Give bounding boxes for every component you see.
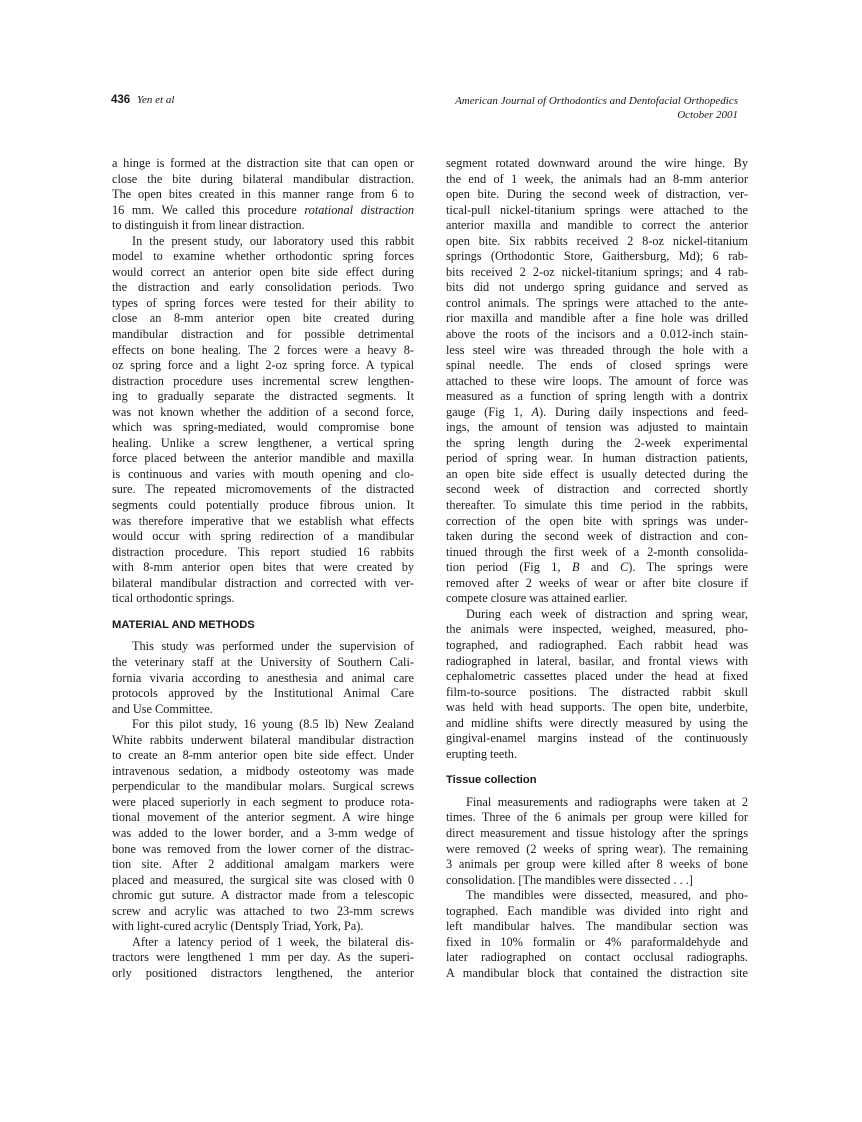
- text-line: A mandibular block that contained the distraction site: [446, 965, 748, 980]
- text-line: types of spring forces were tested for their ability to: [112, 295, 414, 310]
- text-line: placed and measured, the surgical site was closed with 0: [112, 872, 414, 887]
- text-line: segment rotated downward around the wire hinge. By: [446, 156, 748, 170]
- text-line: healing. Unlike a screw lengthener, a vertical spring: [112, 435, 414, 450]
- text-line: was not known whether the addition of a second force,: [112, 404, 414, 419]
- text-line: times. Three of the 6 animals per group were killed for: [446, 810, 748, 825]
- text-line: After a latency period of 1 week, the bilateral dis-: [132, 934, 414, 949]
- text-line: which was spring-mediated, would compromise bone: [112, 420, 414, 435]
- text-line: tical-pull nickel-titanium springs were attached to the: [446, 202, 748, 217]
- text-line: control animals. The springs were attached to the ante-: [446, 295, 748, 310]
- italic-term: rotational distraction: [304, 202, 414, 217]
- text-line: tographed. Each mandible was divided into right and: [446, 903, 748, 918]
- text-line: The open bites created in this manner range from 6 to: [112, 187, 414, 202]
- spacer: [446, 762, 748, 773]
- text-line: [446, 405, 748, 421]
- text-line: the distraction and early consolidation periods. Two: [112, 280, 414, 295]
- text-line: were removed (2 weeks of spring wear). The remaining: [446, 841, 748, 856]
- text-line: to create an 8-mm anterior open bite side effect. Under: [112, 748, 414, 763]
- text-line: chromic gut suture. A distractor made from a telescopic: [112, 888, 414, 903]
- figure-panel-label: B: [571, 560, 580, 575]
- text-line: open bite. Six rabbits received 2 8-oz nickel-titanium: [446, 233, 748, 248]
- text-line: anterior maxilla and mandible to correct the anterior: [446, 218, 748, 233]
- text-line: is continuous and varies with mouth opening and clo-: [112, 466, 414, 481]
- text-line: left mandibular halves. The mandibular section was: [446, 919, 748, 934]
- text-line: tinued through the first week of a 2-month consolida-: [446, 544, 748, 559]
- text-line: tractors were lengthened 1 mm per day. As the superi-: [112, 950, 414, 965]
- text-line: model to examine whether orthodontic spring forces: [112, 249, 414, 264]
- text-line: tional movement of the anterior segment. A wire hinge: [112, 810, 414, 825]
- text-line: thereafter. To simulate this time period in the rabbits,: [446, 498, 748, 513]
- text-line: For this pilot study, 16 young (8.5 lb) New Zealand: [132, 717, 414, 732]
- text-line: In the present study, our laboratory used this rabbit: [132, 233, 414, 248]
- text-line: were placed superiorly in each segment to produce rota-: [112, 794, 414, 809]
- text-line: radiographed in lateral, basilar, and frontal views with: [446, 653, 748, 668]
- text-line: compete closure was attained earlier.: [446, 591, 628, 606]
- text-line: springs (Orthodontic Store, Gaithersburg, Md); 6 rab-: [446, 249, 748, 264]
- header-left: [111, 94, 174, 106]
- text-line: distraction procedure uses incremental screw lengthen-: [112, 373, 414, 388]
- text-line: orly positioned distractors lengthened, the anterior: [112, 965, 414, 980]
- text-line: would occur with spring redirection of a mandibular: [112, 529, 414, 544]
- text-line: with 8-mm anterior open bites that were created by: [112, 560, 414, 575]
- text-line: taken during the second week of distraction and con-: [446, 529, 748, 544]
- spacer: [112, 607, 414, 618]
- paragraph: [112, 639, 414, 717]
- text-line: measured as a function of spring length with a dontrix: [446, 389, 748, 404]
- text-line: removed after 2 weeks of wear or after bite closure if: [446, 575, 748, 590]
- text-line: spinal needle. The ends of closed springs were: [446, 358, 748, 373]
- text-line: cephalometric cassettes placed under the head at fixed: [446, 669, 748, 684]
- text-line: the end of 1 week, the animals had an 8-mm anterior: [446, 171, 748, 186]
- paragraph: [446, 888, 748, 981]
- text-line: was held with head supports. The open bite, underbite,: [446, 700, 748, 715]
- text-line: bits did not undergo spring guidance and served as: [446, 280, 748, 295]
- paragraph: [446, 607, 748, 762]
- text-line: perpendicular to the mandibular molars. Surgical screws: [112, 779, 414, 794]
- text-line: consolidation. [The mandibles were dissected . . .]: [446, 872, 693, 887]
- text-line: This study was performed under the supervision of: [132, 639, 414, 654]
- text-line: gingival-enamel margins instead of the continuously: [446, 731, 748, 746]
- page-number: 436: [111, 94, 131, 106]
- text-run: ). During daily inspections and feed-: [539, 404, 748, 419]
- paragraph: [112, 935, 414, 982]
- paragraph: [446, 795, 748, 888]
- text-line: White rabbits underwent bilateral mandibular distraction: [112, 732, 414, 747]
- text-line: distraction procedure. This report studied 16 rabbits: [112, 544, 414, 559]
- text-line: would correct an anterior open bite side effect during: [112, 264, 414, 279]
- header-right: [455, 94, 738, 122]
- text-line: bone was removed from the lower corner of the distrac-: [112, 841, 414, 856]
- paragraph: [112, 156, 414, 234]
- left-column: [112, 156, 414, 981]
- text-line: direct measurement and tissue histology after the springs: [446, 825, 748, 840]
- right-column: [446, 156, 748, 981]
- text-line: and Use Committee.: [112, 701, 213, 716]
- text-line: film-to-source positions. The distracted rabbit skull: [446, 684, 748, 699]
- text-run: and: [579, 560, 621, 575]
- text-line: 3 animals per group were killed after 8 weeks of bone: [446, 857, 748, 872]
- text-line: period of spring wear. In human distraction patients,: [446, 451, 748, 466]
- text-line: the veterinary staff at the University of Southern Cali-: [112, 654, 414, 669]
- text-run: tion period (Fig 1,: [446, 560, 572, 575]
- text-run: ). The springs were: [628, 560, 748, 575]
- text-line: tographed, and radiographed. Each rabbit head was: [446, 637, 748, 652]
- text-run: gauge (Fig 1,: [446, 404, 532, 419]
- text-line: tical orthodontic springs.: [112, 591, 235, 606]
- figure-panel-label: C: [620, 560, 629, 575]
- paragraph: [112, 234, 414, 607]
- text-line: an open bite side effect is usually detected during the: [446, 466, 748, 481]
- journal-title: American Journal of Orthodontics and Dentofacial Orthopedics: [455, 95, 738, 107]
- subsection-heading: Tissue collection: [446, 774, 537, 787]
- text-line: the spring length during the 2-week experimental: [446, 435, 748, 450]
- text-line: bits received 2 2-oz nickel-titanium springs; and 4 rab-: [446, 264, 748, 279]
- text-line: effects on bone healing. The 2 forces were a heavy 8-: [112, 342, 414, 357]
- text-line: correction of the open bite with springs was under-: [446, 513, 748, 528]
- text-line: above the roots of the incisors and a 0.012-inch stain-: [446, 327, 748, 342]
- text-line: intravenous sedation, a midbody osteotomy was made: [112, 763, 414, 778]
- text-line: sure. The repeated micromovements of the distracted: [112, 482, 414, 497]
- text-line: erupting teeth.: [446, 746, 518, 761]
- text-line: close an 8-mm anterior open bite created during: [112, 311, 414, 326]
- text-line: the animals were inspected, weighed, measured, pho-: [446, 622, 748, 637]
- text-line: [112, 203, 414, 219]
- text-line: to distinguish it from linear distraction.: [112, 218, 305, 233]
- running-authors: Yen et al: [136, 94, 175, 106]
- issue-date: October 2001: [677, 109, 738, 121]
- text-line: ing to gradually separate the distracted segments. It: [112, 389, 414, 404]
- figure-panel-label: A: [531, 404, 540, 419]
- text-line: Final measurements and radiographs were taken at 2: [466, 794, 748, 809]
- text-run: 16 mm. We called this procedure: [112, 202, 305, 217]
- text-line: mandibular distraction and for possible detrimental: [112, 327, 414, 342]
- text-line: screw and acrylic was attached to two 23-mm screws: [112, 903, 414, 918]
- text-line: was added to the lower border, and a 3-mm wedge of: [112, 825, 414, 840]
- text-line: The mandibles were dissected, measured, and pho-: [466, 888, 748, 903]
- section-heading: MATERIAL AND METHODS: [112, 618, 255, 631]
- text-line: bilateral mandibular distraction and corrected with ver-: [112, 575, 414, 590]
- text-line: second week of distraction and corrected shortly: [446, 482, 748, 497]
- text-line: During each week of distraction and spring wear,: [466, 606, 748, 621]
- paragraph: [446, 156, 748, 607]
- text-line: later radiographed on contact occlusal radiographs.: [446, 950, 748, 965]
- text-line: a hinge is formed at the distraction site that can open or: [112, 156, 414, 170]
- text-line: fixed in 10% formalin or 4% paraformaldehyde and: [446, 934, 748, 949]
- text-line: close the bite during bilateral mandibular distraction.: [112, 171, 414, 186]
- text-line: force placed between the anterior mandible and maxilla: [112, 451, 414, 466]
- text-line: and midline shifts were directly measured by using the: [446, 715, 748, 730]
- text-line: ings, the amount of tension was adjusted to maintain: [446, 420, 748, 435]
- text-line: attached to these wire loops. The amount of force was: [446, 373, 748, 388]
- text-line: tion site. After 2 additional amalgam markers were: [112, 857, 414, 872]
- text-line: [446, 560, 748, 576]
- text-line: with light-cured acrylic (Dentsply Triad, York, Pa).: [112, 919, 364, 934]
- text-line: fornia vivaria according to anesthesia and animal care: [112, 670, 414, 685]
- text-line: segments could potentially produce fibrous union. It: [112, 498, 414, 513]
- text-line: open bite. During the second week of distraction, ver-: [446, 187, 748, 202]
- text-line: was therefore imperative that we establish what effects: [112, 513, 414, 528]
- text-line: oz spring force and a light 2-oz spring force. A typical: [112, 358, 414, 373]
- text-line: protocols approved by the Institutional Animal Care: [112, 686, 414, 701]
- text-line: less steel wire was threaded through the hole with a: [446, 342, 748, 357]
- paragraph: [112, 717, 414, 935]
- text-line: rior maxilla and mandible after a fine hole was drilled: [446, 311, 748, 326]
